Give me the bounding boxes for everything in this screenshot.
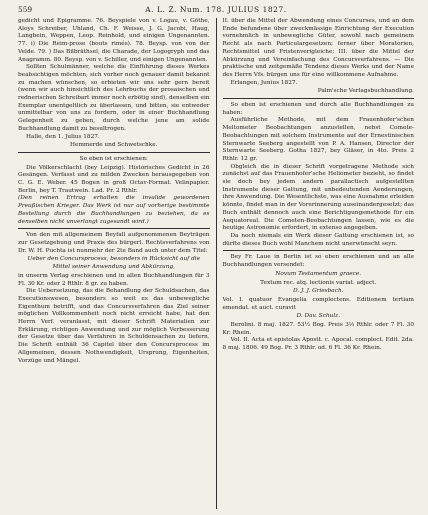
section-divider [223, 250, 415, 251]
text-paragraph: Berolini. 8 maj. 1827. 53½ Bog. Preis 3⅓ Rthlr. oder 7 Fl. 30 Kr. Rhein. [222, 322, 414, 336]
text-paragraph: Da noch niemals ein Werk dieser Gattung erschienen ist, so dürfte dieses Buch wohl Manchem nicht unerwünscht seyn. [222, 232, 414, 247]
text-paragraph: Ueber den Concursprocess, besonders in Rücksicht auf die Mittel seiner Anwendung und Abkürzung, [27, 256, 201, 271]
text-paragraph: D. Dav. Schulz. [296, 313, 341, 320]
columns [18, 18, 414, 509]
page-title: A. L. Z. Num. 178. JULIUS 1827. [145, 5, 287, 14]
page-header [18, 4, 414, 16]
section-divider [18, 228, 210, 229]
text-paragraph: in unserm Verlag erschienen und in allen Buchhandlungen für 3 Fl. 30 Kr. oder 2 Rthlr. 8 gr. zu haben. [18, 272, 210, 287]
section-divider [18, 152, 210, 153]
text-paragraph: Von den mit allgemeinem Beyfall aufgenommenen Beyträgen zur Gesetzgebung und Praxis des bürgerl. Rechtsverfahrens von Dr. W. H. Puchta ist nunmehr der 2te Band auch unter dem Titel: [18, 232, 210, 254]
text-paragraph: Textum rec. atq. lectionis variat. adject. [260, 279, 377, 286]
text-paragraph: II. über die Mittel der Abwendung eines Concurses, und an dem Ende befundene über zweckmässige Einrichtung der Execution vornehmlich in unbewegliche Güter, sowohl nach gemeinem Recht als nach Particulargesetzen; ferner über Moratorien, Rechtsmittel und Fristenverigleiche; III. über die Mittel der Abkürzung und Vereinfachung des Concursverfahrens. — Die praktische und zeitgemäße Tendenz dieses Werks und der Name des Herrn Vfs. bürgen uns für eine willkommene Aufnahme. [222, 18, 414, 78]
section-divider [223, 98, 415, 99]
text-paragraph: Bey Fr. Laue in Berlin ist so eben erschienen und an alle Buchhandlungen versendet: [222, 254, 414, 269]
text-paragraph: Hemmerde und Schwetschke. [70, 142, 158, 149]
text-paragraph: So eben ist erschienen und durch alle Buchhandlungen zu haben: [222, 102, 414, 116]
text-paragraph: Erlangen, Junius 1827. [230, 79, 298, 86]
text-paragraph: Sollten Schulmänner, welche die Einführung dieses Werkes beabsichtigen möchten, sich vorher noch genauer damit bekannt zu machen wünschen, so erbieten wir uns sehr gern bereit (wenn wir auch hinsichtlich des Lehrbuchs der prosaischen und rednerischen Schreibart immer noch erbötig sind), denselben ein Exemplar unentgeltlich zu überlassen, und bitten, sie entweder unmittelbar von uns zu fordern, oder in einer Buchhandlung Gelegenheit zu geben, durch welche jene am solide Buchhandlung damit zu besultrogen. [18, 64, 210, 132]
text-paragraph: Obgleich die in dieser Schrift vorgetragene Methode sich zunächst auf das Frauenhofer'sche Heliometer bezieht, so findet sie doch bey jedem andern parallactisch aufgestellten Instrumente dieser Gattung, mit unbedeutenden Aenderungen, ihre Anwendung. Die Wesentlichste, was eine Ausnahme erleiden könnte, findet man in der Vorerinnerung auseinandergesetzt; das Buch enthält dennoch auch eine Berichtigungsmethode für ein Aequatoreal. Die Cometen-Beobachtungen lassen, wie es die heutige Astronomie erfordert, in extenso angegeben. [222, 163, 414, 232]
text-paragraph: (Den reinen Ertrag erhalten die invalide gewordenen Preußischen Krieger. Das Werk ist nur auf vorherige bestimmte Bestellung durch die Buchhandlungen zu beziehen, da es denselben nicht unverlangt zugesandt wird.) [18, 195, 210, 225]
text-paragraph: Vol. I. quatuor Evangelia complectens. Editionem tertiam emendat. et auct. curavit [222, 296, 414, 311]
text-paragraph: Ausführliche Methode, mit dem Frauenhofer'schen Meltometer Beobachtungen anzustellen, nebst Comete- Beobachtungen mit solchem Instrumente auf der Ernestinischen Sternwarte Seeberg angestellt von P. A. Hansen, Director der Sternwarte Seeberg. Gotha 1827, bey Gläser, in 4to. Preis 2 Rthlr. 12 gr. [222, 117, 414, 162]
page-number: 559 [18, 5, 33, 14]
text-paragraph: gedicht und Epigramme. 76. Beyspiele von v. Logau, v. Göthe, Aloys Schreiber, Uhland, Ch. F. Weisse, J. G. Jacobi, Haug, Langbein, Weppen, Leop. Reinhold, und einigen Ungenannten. 77. i) Die Reim-prose (bouts rimés). 78. Beysp. von von der Velde. 79. ) Das Bilbräthsel, die Charade, der Logogryph und das Anagramm. 80. Beysp. von v. Schiller, und einigen Ungenannten. [18, 18, 210, 63]
text-paragraph: D. J. J. Griesbach. [293, 288, 344, 295]
text-paragraph: So eben ist erschienen: [79, 155, 148, 162]
left-column [18, 18, 216, 509]
text-paragraph: Halle, den 1. Julius 1827. [26, 133, 100, 140]
text-paragraph: Die Völkerschlacht (bey Leipzig). Historisches Gedicht in 26 Gesängen. Verfasst und zu milden Zwecken herausgegeben von C. G. E. Weber. 45 Bogen in groß Octav-Format. Velinpapier. Berlin, bey T. Trautwein. Lad. Pr. 2 Rthlr. [18, 164, 210, 194]
text-paragraph: Vol. II. Acta et epistolas Apostt. c. Apocal. complect. Edit. 2da. 8 maj. 1806. 49 Bog. Pr. 3 Rthlr. od. 6 Fl. 36 Kr. Rhein. [222, 337, 414, 352]
right-column [216, 18, 415, 509]
text-paragraph: Novum Testamentum graece. [275, 270, 362, 277]
text-paragraph: Die Uebersetzung, das die Behandlung der Schuldsachen, das Executionswesen, besonders so weit es das unbewegliche Eigenthum betrifft, und das Concursverfahren das Ziel seiner möglichen Vollkommenheit noch nicht erreicht habe, hat den Herrn Verf. veranlasst, mit dieser Schrift Materialien zur Erklärung, richtigen Anwendung und zur möglich Verbesserung der Gesetze über das Verfahren in Schuldensachen zu liefern. Die Schrift enthält 36 Capitel über den Concursprocess im Allgemeinen, dessen Nothwendigkeit, Ursprung, Eigenheiten, Vorzüge und Mängel. [18, 288, 210, 364]
text-paragraph: Palm'sche Verlagsbuchhandlung. [317, 88, 414, 95]
